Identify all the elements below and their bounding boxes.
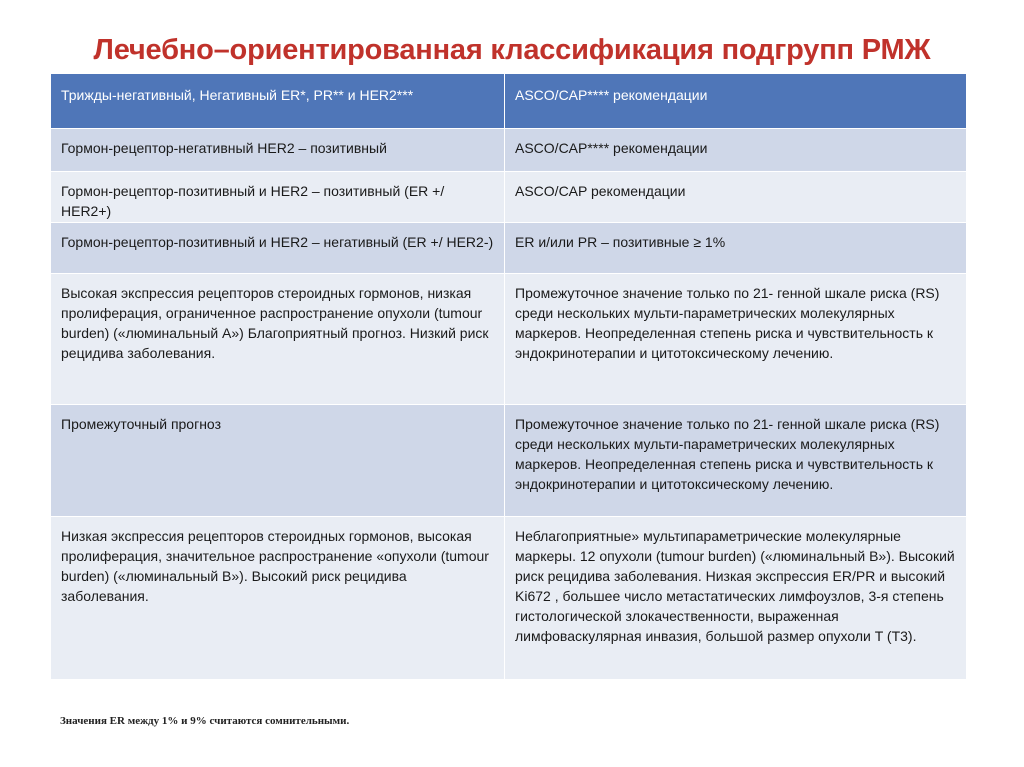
table-cell-subgroup: Гормон-рецептор-позитивный и HER2 – позитивный (ER +/ HER2+) xyxy=(51,172,505,223)
table-cell-subgroup: Промежуточный прогноз xyxy=(51,405,505,517)
table-cell-subgroup: Гормон-рецептор-негативный HER2 – позитивный xyxy=(51,129,505,172)
header-cell-recommendation: ASCO/CAP**** рекомендации xyxy=(505,74,967,129)
table-row xyxy=(51,129,967,172)
table-row xyxy=(51,274,967,405)
page-title: Лечебно–ориентированная классификация подгрупп РМЖ xyxy=(93,34,931,66)
header-cell-subgroup: Трижды-негативный, Негативный ER*, PR** и HER2*** xyxy=(51,74,505,129)
table-row xyxy=(51,223,967,274)
table-cell-criteria: Промежуточное значение только по 21- генной шкале риска (RS) среди нескольких мульти-параметрических молекулярных маркеров. Неопределенная степень риска и чувствительность к эндокринотерапии и цитотоксическому лечению. xyxy=(505,274,967,405)
classification-table xyxy=(50,73,967,680)
table-cell-subgroup: Гормон-рецептор-позитивный и HER2 – негативный (ER +/ HER2-) xyxy=(51,223,505,274)
table-row xyxy=(51,517,967,680)
footnote: Значения ER между 1% и 9% считаются сомнительными. xyxy=(60,715,350,727)
table-cell-criteria: ASCO/CAP**** рекомендации xyxy=(505,129,967,172)
table-cell-criteria: ASCO/CAP рекомендации xyxy=(505,172,967,223)
table-cell-criteria: Неблагоприятные» мультипараметрические молекулярные маркеры. 12 опухоли (tumour burden) («люминальный В»). Высокий риск рецидива заболевания. Низкая экспрессия ER/PR и высокий Ki672 , большее число метастатических лимфоузлов, 3-я степень гистологической злокачественности, выраженная лимфоваскулярная инвазия, большой размер опухоли T (T3). xyxy=(505,517,967,680)
table-cell-criteria: ER и/или PR – позитивные ≥ 1% xyxy=(505,223,967,274)
table-row xyxy=(51,405,967,517)
table-header-row xyxy=(51,74,967,129)
table-cell-subgroup: Высокая экспрессия рецепторов стероидных гормонов, низкая пролиферация, ограниченное распространение опухоли (tumour burden) («люминальный А») Благоприятный прогноз. Низкий риск рецидива заболевания. xyxy=(51,274,505,405)
table-row xyxy=(51,172,967,223)
table-cell-criteria: Промежуточное значение только по 21- генной шкале риска (RS) среди нескольких мульти-параметрических молекулярных маркеров. Неопределенная степень риска и чувствительность к эндокринотерапии и цитотоксическому лечению. xyxy=(505,405,967,517)
table-cell-subgroup: Низкая экспрессия рецепторов стероидных гормонов, высокая пролиферация, значительное распространение «опухоли (tumour burden) («люминальный В»). Высокий риск рецидива заболевания. xyxy=(51,517,505,680)
